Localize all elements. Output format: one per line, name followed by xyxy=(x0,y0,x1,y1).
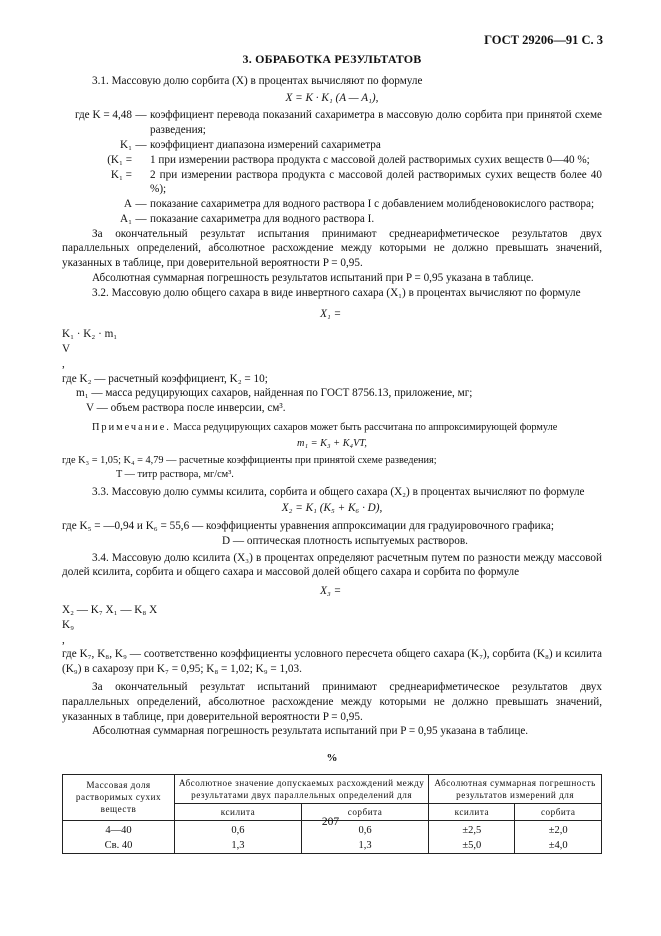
page-header: ГОСТ 29206—91 С. 3 xyxy=(484,33,603,47)
fraction-denominator: K₉ xyxy=(62,618,74,631)
definition-k2: где K₂ — расчетный коэффициент, K₂ = 10; xyxy=(62,372,268,385)
note-label: Примечание. xyxy=(92,422,171,434)
definition-dash: — xyxy=(135,198,147,211)
paragraph-final-result-2: За окончательный результат испытаний принимают среднеарифметическое результатов двух параллельных определений, абсолютное расхождение между которыми не должно превышать значений, указанных в таблице, при доверительной вероятности P = 0,95. xyxy=(62,680,602,723)
tolerance-table xyxy=(62,774,602,854)
definition-row xyxy=(62,153,602,168)
definition-term: A xyxy=(123,198,132,211)
definition-row xyxy=(62,138,602,153)
document-body xyxy=(62,30,602,854)
table-cell: Св. 40 xyxy=(63,838,175,854)
definitions-sorbitol xyxy=(62,108,602,226)
paragraph-3-3: 3.3. Массовую долю суммы ксилита, сорбита и общего сахара (X₂) в процентах вычисляют по формуле xyxy=(92,485,585,498)
definition-k7-k8-k9: где K₇, K₈, K₉ — соответственно коэффициенты условного пересчета общего сахара (K₇), сорбита (K₈) и ксилита (K₉) в сахарозу при K₇ = 0,95; K₈ = 1,02; K₉ = 1,03. xyxy=(62,648,602,676)
table-header-error: Абсолютная суммарная погрешность результатов измерений для xyxy=(429,774,602,803)
table-cell: 0,6 xyxy=(175,821,302,839)
definition-term: (K₁ = xyxy=(107,153,132,166)
definition-term: K₁ xyxy=(120,138,132,151)
formula-sorbitol: X = K · K₁ (A — A₁), xyxy=(285,91,379,104)
definition-text: показание сахариметра для водного раствора I. xyxy=(150,212,375,225)
definition-text: коэффициент диапазона измерений сахариметра xyxy=(150,138,381,151)
table-subheader: ксилита xyxy=(175,803,302,820)
fraction-numerator: K₁ · K₂ · m₁ xyxy=(62,328,118,341)
note-definition-t: T — титр раствора, мг/см³. xyxy=(116,468,234,480)
definition-term: где K = 4,48 xyxy=(74,109,132,122)
table-subheader: ксилита xyxy=(429,803,515,820)
table-subheader: сорбита xyxy=(515,803,602,820)
table-unit: % xyxy=(326,752,338,765)
definition-text: коэффициент перевода показаний сахариметра в массовую долю сорбита при принятой схеме разведения; xyxy=(150,109,602,137)
paragraph-error-2: Абсолютная суммарная погрешность результата испытаний при P = 0,95 указана в таблице. xyxy=(92,725,529,738)
definition-term: A₁ xyxy=(120,212,132,225)
paragraph-final-result-1: За окончательный результат испытания принимают среднеарифметическое результатов двух параллельных определений, абсолютное расхождение между которыми не должно превышать значений, указанных в таблице, при доверительной вероятности P = 0,95. xyxy=(62,227,602,270)
definition-dash: — xyxy=(135,212,147,225)
definition-dash: — xyxy=(135,109,147,122)
definition-text: 2 при измерении раствора продукта с массовой долей растворимых сухих веществ более 40 %); xyxy=(150,168,602,196)
formula-lhs: X₃ = xyxy=(320,585,342,598)
formula-reducing-sugars: m₁ = K₃ + K₄VT, xyxy=(297,437,367,449)
formula-lhs: X₁ = xyxy=(320,307,342,320)
definition-m1: m₁ — масса редуцирующих сахаров, найденная по ГОСТ 8756.13, приложение, мг; xyxy=(76,387,473,400)
table-cell: 0,6 xyxy=(301,821,428,839)
table-header-content: Массовая доля растворимых сухих веществ xyxy=(63,774,175,820)
paragraph-3-1: 3.1. Массовую долю сорбита (X) в процентах вычисляют по формуле xyxy=(92,74,423,87)
definition-text: показание сахариметра для водного раствора I с добавлением молибденовокислого раствора; xyxy=(150,198,595,211)
formula-xylitol xyxy=(62,584,602,599)
paragraph-error-1: Абсолютная суммарная погрешность результатов испытаний при P = 0,95 указана в таблице. xyxy=(92,271,534,284)
table-header-discrepancy: Абсолютное значение допускаемых расхождений между результатами двух параллельных определений для xyxy=(175,774,429,803)
definition-row xyxy=(62,212,602,227)
paragraph-3-4: 3.4. Массовую долю ксилита (X₃) в процентах определяют расчетным путем по разности между массовой долей ксилита, сорбита и общего сахара и массовой долей общего сахара и сорбита по формуле xyxy=(62,551,602,579)
table-row xyxy=(63,838,602,854)
table-subheader: сорбита xyxy=(301,803,428,820)
table-cell: 4—40 xyxy=(63,821,175,839)
section-title: 3. ОБРАБОТКА РЕЗУЛЬТАТОВ xyxy=(242,52,422,66)
note-text: Масса редуцирующих сахаров может быть рассчитана по аппроксимирующей формуле xyxy=(173,422,558,434)
definition-term: K₁ = xyxy=(110,168,132,181)
table-cell: ±5,0 xyxy=(429,838,515,854)
table-header-row xyxy=(63,774,602,803)
definition-dash: — xyxy=(135,138,147,151)
paragraph-3-2: 3.2. Массовую долю общего сахара в виде инвертного сахара (X₁) в процентах вычисляют по формуле xyxy=(92,286,581,299)
table-cell: ±4,0 xyxy=(515,838,602,854)
page-number: 207 xyxy=(321,816,340,828)
formula-tail: , xyxy=(62,633,65,646)
definition-v: V — объем раствора после инверсии, см³. xyxy=(86,402,286,415)
table-cell: ±2,0 xyxy=(515,821,602,839)
definition-row xyxy=(62,197,602,212)
definition-text: 1 при измерении раствора продукта с массовой долей растворимых сухих веществ 0—40 %; xyxy=(150,153,590,166)
definition-row xyxy=(62,168,602,198)
formula-total-sugar xyxy=(62,307,602,322)
table-cell: ±2,5 xyxy=(429,821,515,839)
table-cell: 1,3 xyxy=(175,838,302,854)
definition-d: D — оптическая плотность испытуемых растворов. xyxy=(222,534,468,547)
formula-tail: , xyxy=(62,357,65,370)
note-definition-k3-k4: где K₃ = 1,05; K₄ = 4,79 — расчетные коэффициенты при принятой схеме разведения; xyxy=(62,454,437,466)
fraction-numerator: X₂ — K₇ X₁ — K₈ X xyxy=(62,604,158,617)
definition-dash xyxy=(132,168,150,198)
definition-k5-k6: где K₅ = —0,94 и K₆ = 55,6 — коэффициенты уравнения аппроксимации для градуировочного графика; xyxy=(62,520,554,533)
fraction-denominator: V xyxy=(62,343,71,356)
table-cell: 1,3 xyxy=(301,838,428,854)
formula-sum: X₂ = K₁ (K₅ + K₆ · D), xyxy=(281,502,383,515)
definition-dash xyxy=(132,153,150,168)
definition-row xyxy=(62,108,602,138)
note xyxy=(62,421,602,435)
